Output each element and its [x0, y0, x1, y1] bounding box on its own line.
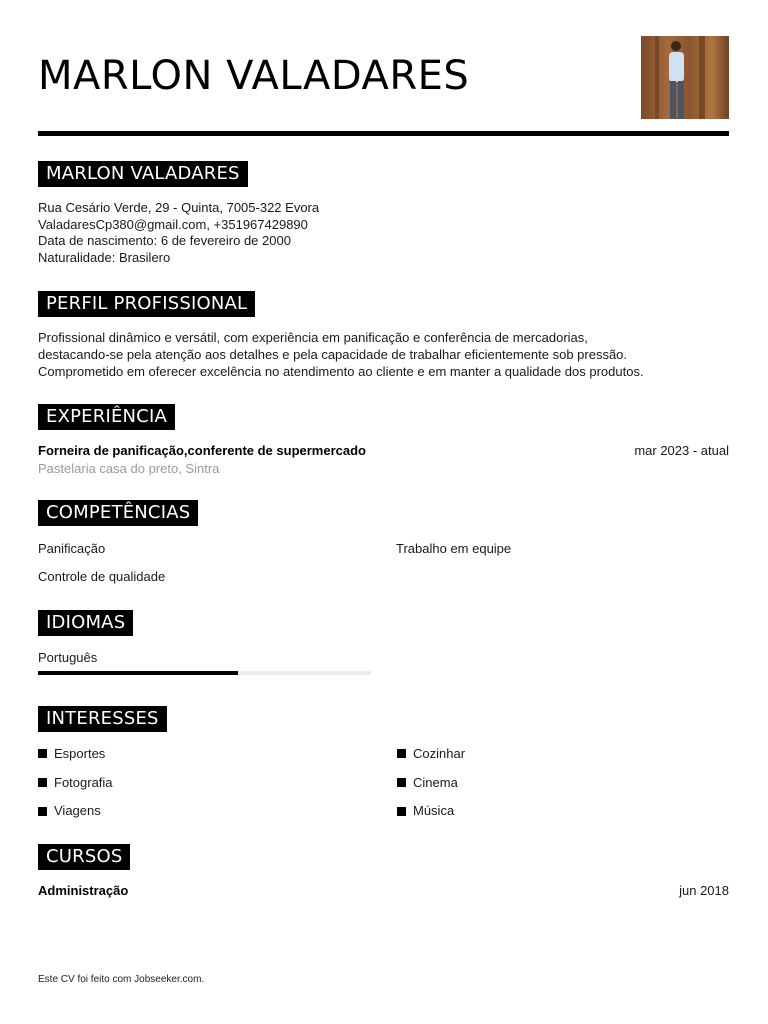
skill-item: Controle de qualidade	[38, 569, 166, 584]
profile-line: destacando-se pela atenção aos detalhes e pela capacidade de trabalhar eficientemente sob pressão.	[38, 347, 628, 362]
skill-item: Trabalho em equipe	[396, 541, 512, 556]
section-heading-languages: IDIOMAS	[38, 610, 133, 636]
bullet-icon	[397, 778, 406, 787]
section-heading-contact: MARLON VALADARES	[38, 161, 248, 187]
language-level-bar	[38, 671, 371, 675]
interest-item: Viagens	[54, 803, 101, 818]
bullet-icon	[397, 807, 406, 816]
bullet-icon	[38, 778, 47, 787]
section-heading-courses: CURSOS	[38, 844, 130, 870]
candidate-name: MARLON VALADARES	[38, 53, 470, 99]
contact-birth-date: Data de nascimento: 6 de fevereiro de 2000	[38, 233, 291, 248]
resume-page	[38, 0, 729, 1024]
bullet-icon	[38, 807, 47, 816]
profile-line: Profissional dinâmico e versátil, com experiência em panificação e conferência de mercadorias,	[38, 330, 588, 345]
section-heading-interests: INTERESSES	[38, 706, 167, 732]
course-name: Administração	[38, 883, 129, 898]
interest-item: Cinema	[413, 775, 458, 790]
profile-photo	[641, 36, 729, 119]
contact-email-phone: ValadaresCp380@gmail.com, +351967429890	[38, 217, 308, 232]
bullet-icon	[397, 749, 406, 758]
experience-job-title: Forneira de panificação,conferente de supermercado	[38, 443, 366, 458]
interest-item: Esportes	[54, 746, 106, 761]
contact-nationality: Naturalidade: Brasilero	[38, 250, 171, 265]
experience-dates: mar 2023 - atual	[634, 443, 729, 458]
section-heading-profile: PERFIL PROFISSIONAL	[38, 291, 255, 317]
header-divider	[38, 131, 729, 136]
interest-item: Cozinhar	[413, 746, 466, 761]
bullet-icon	[38, 749, 47, 758]
section-heading-skills: COMPETÊNCIAS	[38, 500, 198, 526]
course-date: jun 2018	[679, 883, 729, 898]
footer-credit: Este CV foi feito com Jobseeker.com.	[38, 974, 205, 985]
language-name: Português	[38, 650, 98, 665]
section-heading-experience: EXPERIÊNCIA	[38, 404, 175, 430]
skill-item: Panificação	[38, 541, 106, 556]
interest-item: Fotografia	[54, 775, 113, 790]
interest-item: Música	[413, 803, 455, 818]
profile-line: Comprometido em oferecer excelência no atendimento ao cliente e em manter a qualidade dos produtos.	[38, 364, 644, 379]
experience-company: Pastelaria casa do preto, Sintra	[38, 461, 220, 476]
language-level-fill	[38, 671, 238, 675]
contact-address: Rua Cesário Verde, 29 - Quinta, 7005-322 Evora	[38, 200, 320, 215]
